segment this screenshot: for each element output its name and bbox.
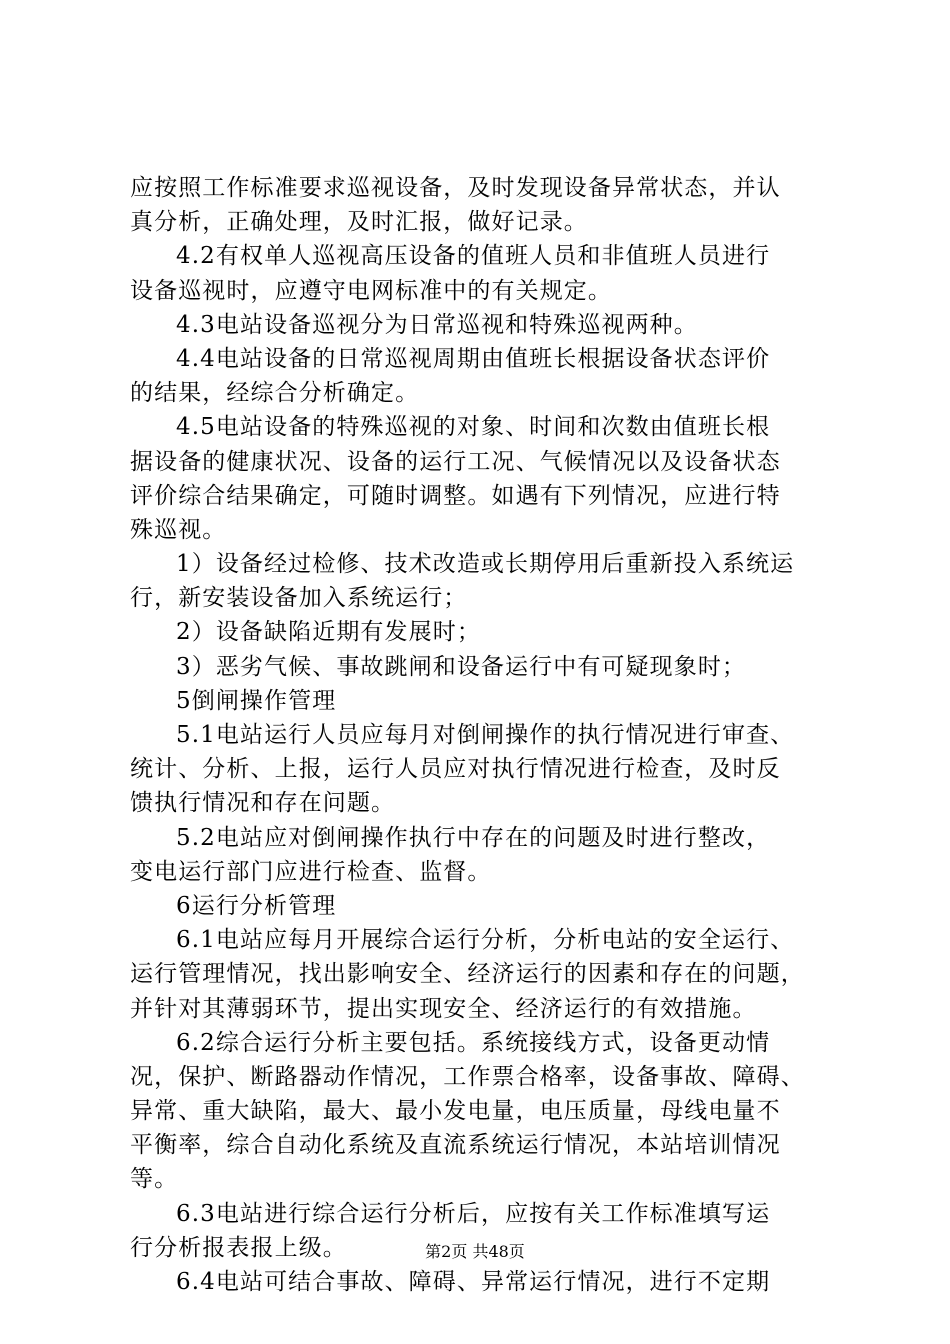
document-line: 变电运行部门应进行检查、监督。: [130, 858, 492, 885]
document-line: 5.2电站应对倒闸操作执行中存在的问题及时进行整改，: [176, 824, 771, 851]
document-line: 统计、分析、上报，运行人员应对执行情况进行检查，及时反: [130, 756, 781, 783]
document-line: 6.1电站应每月开展综合运行分析，分析电站的安全运行、: [176, 927, 795, 954]
document-line: 5倒闸操作管理: [176, 687, 337, 714]
document-line: 6.3电站进行综合运行分析后，应按有关工作标准填写运: [176, 1200, 771, 1227]
document-line: 3）恶劣气候、事故跳闸和设备运行中有可疑现象时；: [176, 653, 747, 680]
document-line: 5.1电站运行人员应每月对倒闸操作的执行情况进行审查、: [176, 722, 795, 748]
document-line: 并针对其薄弱环节，提出实现安全、经济运行的有效措施。: [130, 995, 757, 1022]
document-line: 行，新安装设备加入系统运行；: [130, 585, 468, 612]
document-line: 评价综合结果确定，可随时调整。如遇有下列情况，应进行特: [130, 482, 781, 509]
document-line: 6.2综合运行分析主要包括。系统接线方式，设备更动情: [176, 1029, 771, 1056]
document-line: 异常、重大缺陷，最大、最小发电量，电压质量，母线电量不: [130, 1098, 781, 1125]
document-line: 殊巡视。: [130, 516, 227, 543]
document-line: 的结果，经综合分析确定。: [130, 380, 420, 407]
document-line: 6运行分析管理: [176, 892, 337, 919]
document-line: 4.3电站设备巡视分为日常巡视和特殊巡视两种。: [176, 311, 698, 338]
document-line: 设备巡视时，应遵守电网标准中的有关规定。: [130, 277, 612, 304]
document-body: [130, 171, 830, 1299]
document-line: 4.2有权单人巡视高压设备的值班人员和非值班人员进行: [176, 243, 771, 270]
page-footer: 第2页 共48页: [425, 1242, 525, 1261]
document-line: 应按照工作标准要求巡视设备，及时发现设备异常状态，并认: [130, 175, 781, 201]
document-line: 2）设备缺陷近期有发展时；: [176, 619, 481, 646]
document-line: 6.4电站可结合事故、障碍、异常运行情况，进行不定期: [176, 1269, 771, 1295]
document-line: 馈执行情况和存在问题。: [130, 790, 396, 817]
document-line: 行分析报表报上级。: [130, 1234, 347, 1261]
document-line: 运行管理情况，找出影响安全、经济运行的因素和存在的问题，: [130, 961, 805, 988]
document-line: 真分析，正确处理，及时汇报，做好记录。: [130, 209, 588, 236]
document-line: 平衡率，综合自动化系统及直流系统运行情况，本站培训情况: [130, 1132, 781, 1159]
document-line: 4.4电站设备的日常巡视周期由值班长根据设备状态评价: [176, 345, 771, 372]
document-line: 据设备的健康状况、设备的运行工况、气候情况以及设备状态: [130, 448, 781, 475]
document-line: 4.5电站设备的特殊巡视的对象、时间和次数由值班长根: [176, 414, 771, 441]
document-line: 1）设备经过检修、技术改造或长期停用后重新投入系统运: [176, 551, 795, 578]
document-line: 况，保护、断路器动作情况，工作票合格率，设备事故、障碍、: [130, 1063, 805, 1090]
document-line: 等。: [130, 1166, 179, 1193]
